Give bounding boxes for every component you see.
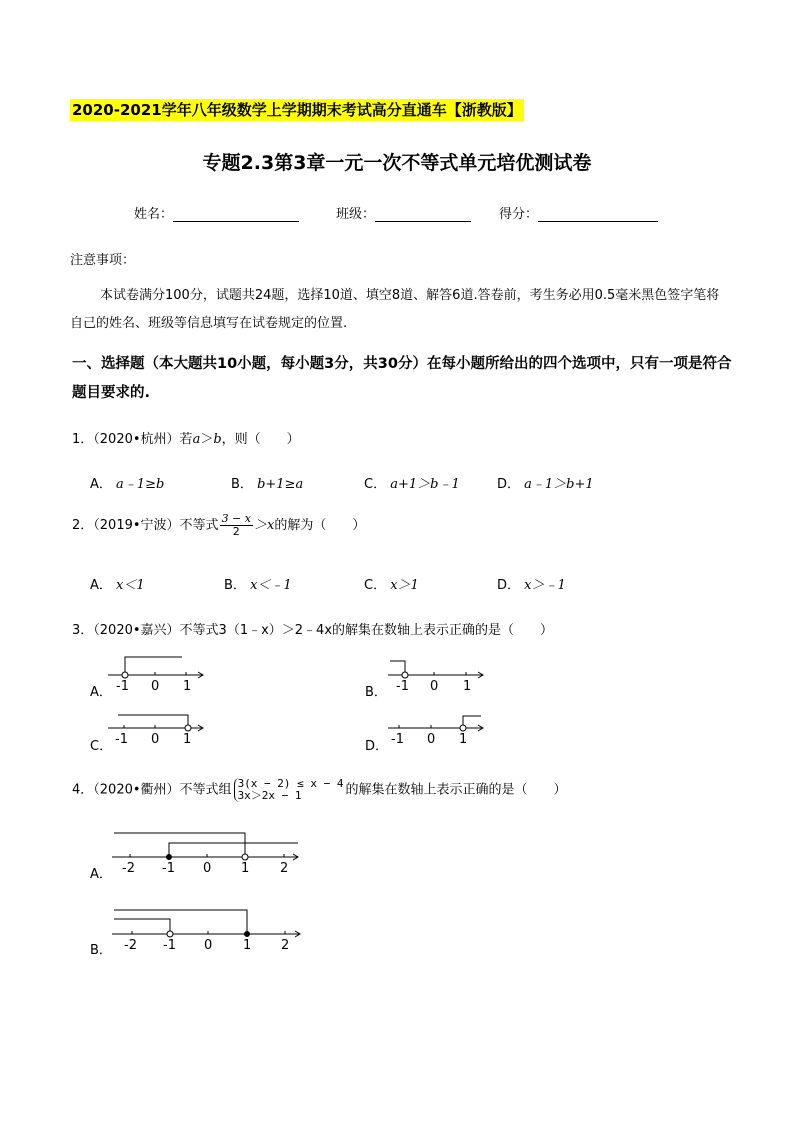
score-label: 得分： xyxy=(499,207,539,222)
question-1-stem: 1．（2020•杭州）若a＞b，则（ ） xyxy=(72,432,300,447)
q1-option-b[interactable]: B． b+1≥a xyxy=(231,477,304,492)
tick-label: 0 xyxy=(151,732,160,747)
q1-option-d[interactable]: D． a﹣1＞b+1 xyxy=(497,477,594,492)
tick-label: -1 xyxy=(396,679,409,694)
q3-option-c-label[interactable]: C． xyxy=(90,739,113,754)
paper-title: 专题2.3第3章一元一次不等式单元培优测试卷 xyxy=(202,152,592,174)
tick-label: 1 xyxy=(183,732,192,747)
q4-option-b-label[interactable]: B． xyxy=(90,943,112,958)
solution-ray xyxy=(114,919,170,934)
question-2-stem: 2．（2019•宁波）不等式 $\frac{3 - x}{2}$ ＞x的解为（ ） xyxy=(72,512,366,538)
closed-point xyxy=(245,932,250,937)
q2-option-a[interactable]: A． x＜1 xyxy=(90,578,145,593)
name-label: 姓名： xyxy=(134,207,174,222)
q2-option-b[interactable]: B． x＜﹣1 xyxy=(224,578,292,593)
q3-option-d-number-line[interactable] xyxy=(388,706,488,751)
solution-ray xyxy=(118,715,188,728)
tick-label: 1 xyxy=(183,679,192,694)
tick-label: -1 xyxy=(162,861,175,876)
class-field[interactable] xyxy=(336,203,471,222)
q1-option-a[interactable]: A． a﹣1≥b xyxy=(90,477,165,492)
open-point xyxy=(167,931,173,937)
solution-ray xyxy=(169,843,298,857)
tick-label: -1 xyxy=(116,679,129,694)
q2-option-c[interactable]: C． x＞1 xyxy=(364,578,419,593)
tick-label: 1 xyxy=(241,861,250,876)
open-point xyxy=(242,854,248,860)
score-field[interactable] xyxy=(499,203,658,222)
class-blank[interactable] xyxy=(375,209,471,222)
tick-label: 0 xyxy=(430,679,439,694)
tick-label: -1 xyxy=(391,732,404,747)
tick-label: 0 xyxy=(203,861,212,876)
score-blank[interactable] xyxy=(538,209,658,222)
tick-label: 2 xyxy=(281,938,290,953)
q1-option-c[interactable]: C． a+1＞b﹣1 xyxy=(364,477,460,492)
q3-option-b-label[interactable]: B． xyxy=(365,685,387,700)
notice-body: 本试卷满分100分，试题共24题，选择10道、填空8道、解答6道.答卷前，考生务必用0.5毫米黑色签字笔将自己的姓名、班级等信息填写在试卷规定的位置. xyxy=(70,288,720,331)
q3-option-a-label[interactable]: A． xyxy=(90,685,112,700)
tick-label: 0 xyxy=(151,679,160,694)
tick-label: 1 xyxy=(243,938,252,953)
open-point xyxy=(460,725,466,731)
open-point xyxy=(122,672,128,678)
tick-label: 0 xyxy=(427,732,436,747)
q3-option-a-number-line[interactable] xyxy=(108,650,208,695)
section-heading: 一、选择题（本大题共10小题，每小题3分，共30分）在每小题所给出的四个选项中，只有一项是符合题目要求的. xyxy=(72,356,732,401)
solution-ray xyxy=(114,833,245,857)
open-point xyxy=(185,725,191,731)
class-label: 班级： xyxy=(336,207,376,222)
tick-label: 0 xyxy=(204,938,213,953)
closed-point xyxy=(167,855,172,860)
tick-label: -2 xyxy=(122,861,135,876)
name-field[interactable] xyxy=(134,203,299,222)
tick-label: 1 xyxy=(459,732,468,747)
q2-option-d[interactable]: D． x＞﹣1 xyxy=(497,578,566,593)
question-3-stem: 3．（2020•嘉兴）不等式3（1﹣x）＞2﹣4x的解集在数轴上表示正确的是（ ） xyxy=(72,623,554,638)
solution-ray xyxy=(114,910,247,934)
tick-label: 2 xyxy=(280,861,289,876)
q4-option-a-label[interactable]: A． xyxy=(90,867,112,882)
series-banner: 2020-2021学年八年级数学上学期期末考试高分直通车【浙教版】 xyxy=(72,101,522,119)
tick-label: -1 xyxy=(115,732,128,747)
tick-label: -1 xyxy=(163,938,176,953)
tick-label: 1 xyxy=(463,679,472,694)
q3-option-c-number-line[interactable] xyxy=(108,706,208,751)
q3-option-d-label[interactable]: D． xyxy=(365,739,389,754)
notice-heading: 注意事项： xyxy=(70,253,136,268)
question-4-stem: 4．（2020•衢州）不等式组 3(x − 2) ≤ x − 4 3x＞2x − 1 的解集在数轴上表示正确的是（ ） xyxy=(72,777,567,802)
q4-inequality-system: 3(x − 2) ≤ x − 4 3x＞2x − 1 xyxy=(234,778,344,802)
solution-ray xyxy=(125,657,182,675)
q4-option-a-number-line[interactable] xyxy=(112,828,307,883)
name-blank[interactable] xyxy=(173,209,299,222)
q4-option-b-number-line[interactable] xyxy=(112,905,307,960)
tick-label: -2 xyxy=(124,938,137,953)
q2-fraction: $\frac{3 - x}{2}$ xyxy=(221,512,251,538)
open-point xyxy=(402,672,408,678)
q3-option-b-number-line[interactable] xyxy=(388,650,488,695)
